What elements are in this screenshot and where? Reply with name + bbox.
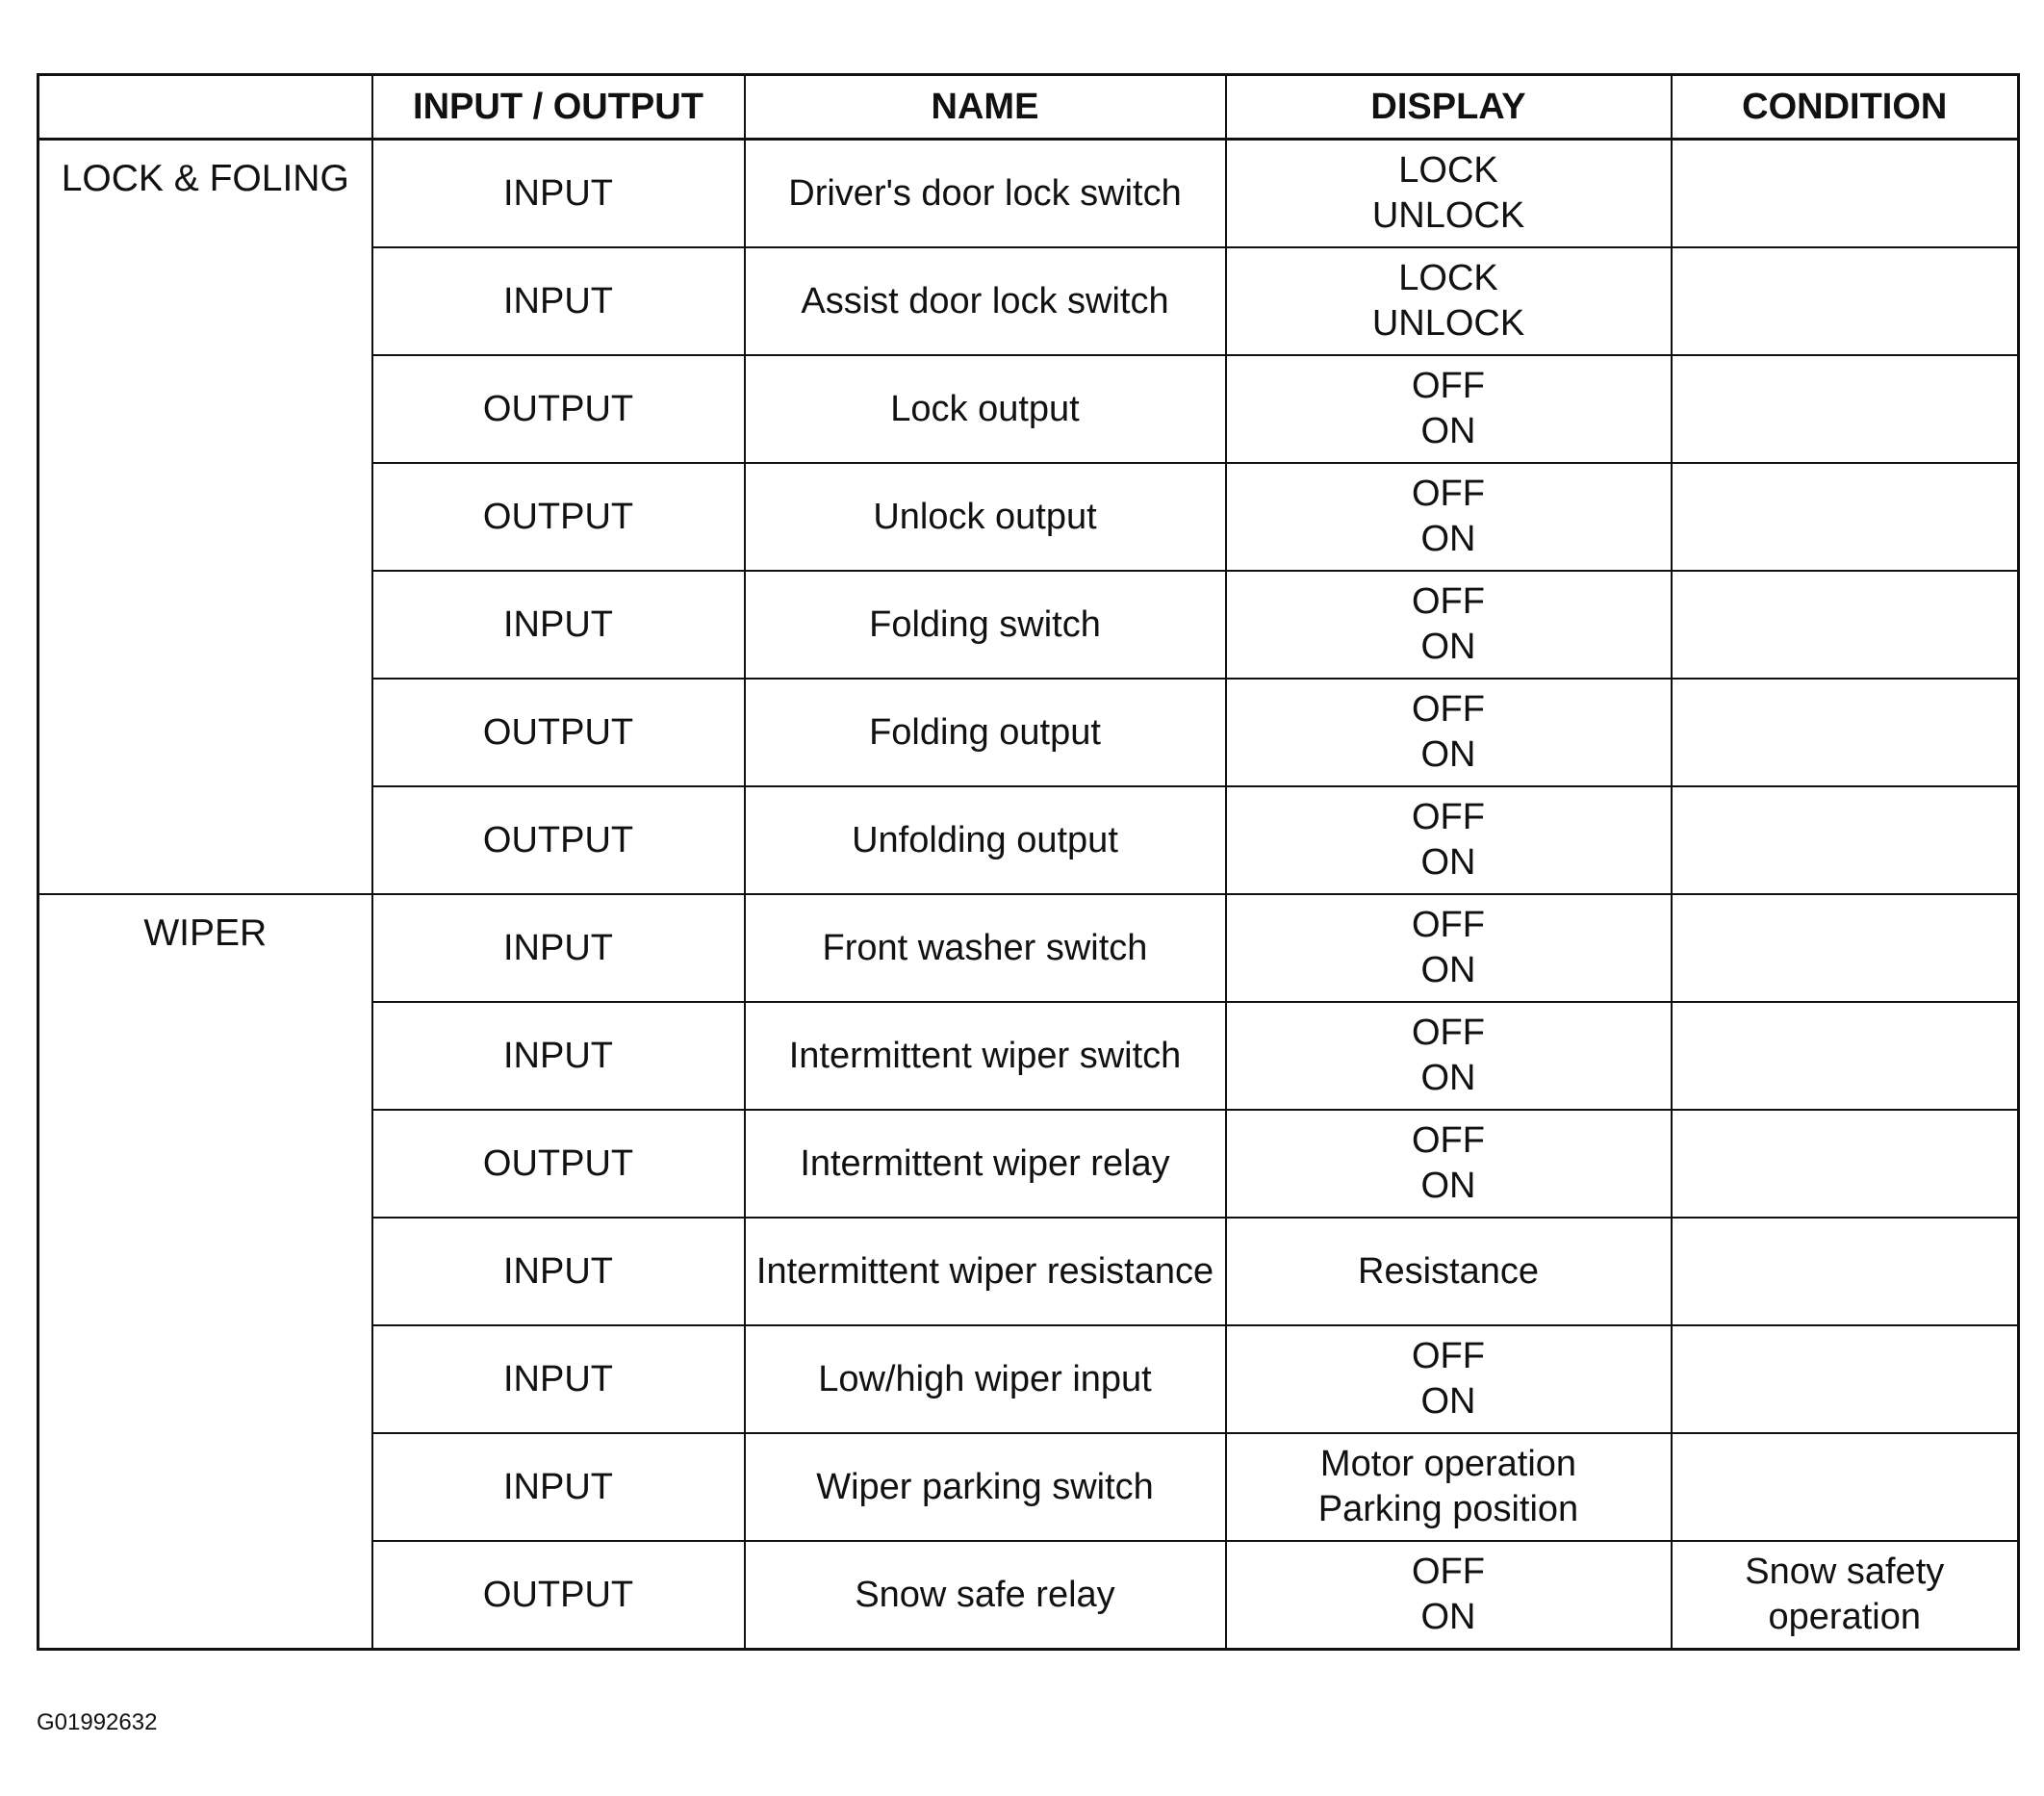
display-line: OFF (1412, 581, 1485, 622)
display-line: ON (1420, 627, 1476, 667)
cell-display (1226, 140, 1672, 248)
cell-condition (1672, 1433, 2019, 1541)
cell-input-output: INPUT (372, 894, 745, 1002)
cell-name: Lock output (745, 355, 1226, 463)
display-line: ON (1420, 1597, 1476, 1637)
display-line: ON (1420, 1381, 1476, 1422)
cell-input-output: INPUT (372, 1002, 745, 1110)
cell-display (1226, 679, 1672, 786)
display-line: UNLOCK (1371, 195, 1525, 236)
display-line: ON (1420, 842, 1476, 883)
display-line: OFF (1412, 1120, 1485, 1161)
condition-line: Snow safety (1745, 1552, 1945, 1592)
cell-input-output: INPUT (372, 247, 745, 355)
cell-name: Assist door lock switch (745, 247, 1226, 355)
group-label: LOCK & FOLING (38, 140, 372, 895)
display-line: Resistance (1358, 1250, 1539, 1292)
display-line: ON (1420, 734, 1476, 775)
display-line: UNLOCK (1371, 303, 1525, 344)
cell-display (1226, 1541, 1672, 1650)
cell-display (1226, 247, 1672, 355)
header-condition: CONDITION (1672, 75, 2019, 140)
cell-input-output: OUTPUT (372, 1541, 745, 1650)
cell-name: Unfolding output (745, 786, 1226, 894)
header-group (38, 75, 372, 140)
cell-input-output: OUTPUT (372, 679, 745, 786)
display-line: LOCK (1398, 150, 1498, 191)
header-input-output: INPUT / OUTPUT (372, 75, 745, 140)
cell-condition (1672, 786, 2019, 894)
display-line: OFF (1412, 1013, 1485, 1053)
display-line: OFF (1412, 1552, 1485, 1592)
cell-input-output: OUTPUT (372, 786, 745, 894)
cell-name: Driver's door lock switch (745, 140, 1226, 248)
cell-condition (1672, 679, 2019, 786)
table-container (37, 73, 2017, 1651)
cell-display (1226, 786, 1672, 894)
cell-condition (1672, 894, 2019, 1002)
cell-display (1226, 1110, 1672, 1218)
cell-name: Low/high wiper input (745, 1325, 1226, 1433)
io-table (37, 73, 2020, 1651)
table-row (38, 894, 2019, 1002)
display-line: OFF (1412, 1336, 1485, 1376)
cell-display (1226, 355, 1672, 463)
cell-display (1226, 1433, 1672, 1541)
cell-name: Wiper parking switch (745, 1433, 1226, 1541)
cell-condition (1672, 140, 2019, 248)
cell-name: Intermittent wiper resistance (745, 1218, 1226, 1325)
cell-name: Folding output (745, 679, 1226, 786)
cell-display (1226, 1002, 1672, 1110)
table-body (38, 140, 2019, 1650)
display-line: ON (1420, 411, 1476, 451)
cell-input-output: INPUT (372, 1218, 745, 1325)
header-row (38, 75, 2019, 140)
figure-id: G01992632 (37, 1709, 158, 1735)
cell-condition (1672, 355, 2019, 463)
cell-condition (1672, 1218, 2019, 1325)
condition-line: operation (1768, 1597, 1921, 1637)
cell-condition (1672, 1002, 2019, 1110)
cell-display (1226, 894, 1672, 1002)
cell-input-output: INPUT (372, 571, 745, 679)
cell-display (1226, 463, 1672, 571)
cell-name: Intermittent wiper switch (745, 1002, 1226, 1110)
display-line: ON (1420, 1166, 1476, 1206)
display-line: LOCK (1398, 258, 1498, 298)
cell-condition (1672, 463, 2019, 571)
display-line: Parking position (1317, 1489, 1579, 1529)
display-line: OFF (1412, 366, 1485, 406)
display-line: OFF (1412, 689, 1485, 730)
cell-condition (1672, 1325, 2019, 1433)
display-line: OFF (1412, 474, 1485, 514)
group-label: WIPER (38, 894, 372, 1650)
cell-name: Snow safe relay (745, 1541, 1226, 1650)
table-row (38, 140, 2019, 248)
cell-display (1226, 1325, 1672, 1433)
header-name: NAME (745, 75, 1226, 140)
cell-input-output: OUTPUT (372, 463, 745, 571)
cell-input-output: OUTPUT (372, 355, 745, 463)
cell-display (1226, 571, 1672, 679)
display-line: ON (1420, 519, 1476, 559)
cell-condition (1672, 247, 2019, 355)
display-line: ON (1420, 950, 1476, 990)
cell-name: Folding switch (745, 571, 1226, 679)
display-line: OFF (1412, 905, 1485, 945)
display-line: ON (1420, 1058, 1476, 1098)
cell-input-output: INPUT (372, 1433, 745, 1541)
cell-name: Intermittent wiper relay (745, 1110, 1226, 1218)
cell-condition (1672, 571, 2019, 679)
cell-display (1226, 1218, 1672, 1325)
cell-input-output: INPUT (372, 1325, 745, 1433)
header-display: DISPLAY (1226, 75, 1672, 140)
cell-name: Unlock output (745, 463, 1226, 571)
cell-name: Front washer switch (745, 894, 1226, 1002)
cell-condition (1672, 1541, 2019, 1650)
cell-input-output: OUTPUT (372, 1110, 745, 1218)
display-line: OFF (1412, 797, 1485, 837)
cell-condition (1672, 1110, 2019, 1218)
display-line: Motor operation (1319, 1444, 1577, 1484)
cell-input-output: INPUT (372, 140, 745, 248)
